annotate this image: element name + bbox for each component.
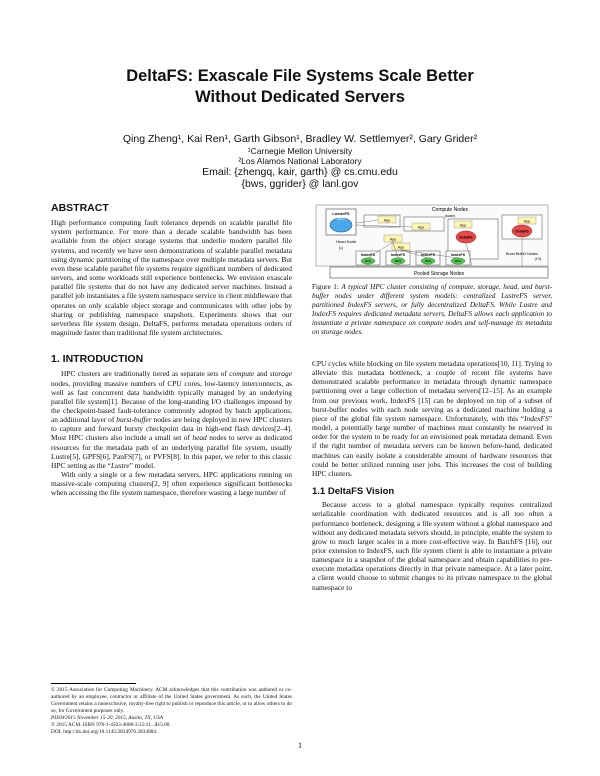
doi-text: DOI: http://dx.doi.org/10.1145/2834976.2834984. [51,729,158,735]
copyright-footnote [51,687,292,736]
left-column [51,204,292,498]
head-scale-label: (1) [338,246,344,250]
isbn-text: © 2015 ACM. ISBN 978-1-4503-4008-3/15/11...$15.00 [51,722,170,728]
affiliation-2: ²Los Alamos National Laboratory [238,155,362,166]
footnote-rule [51,683,136,684]
intro-paragraph-1: HPC clusters are traditionally tiered as separate sets of compute and storage nodes, providing massive numbers of CPU cores, low-latency interconnects, as well as fast concurrent data bandwidth typically managed by an underlying parallel file system[1]. Because of the long-standing I/O challenges imposed by the checkpoint-based fault-tolerance commonly adopted by batch applications, an additional layer of burst-buffer nodes are being deployed in new HPC clusters to capture and forward bursty checkpoint data in high-end flash devices[2–4]. Most HPC clusters also include a small set of head nodes to serve as dedicated resources for the metadata path of an underlying parallel file system, usually Lustre[5], GPFS[6], PanFS[7], or PVFS[8]. In this paper, we refer to this classic HPC setting as the “Lustre” model. [51,369,292,470]
compute-scale-label: (scale) [444,214,456,218]
copyright-text: © 2015 Association for Computing Machinery. ACM acknowledges that this contribution was authored or co-authored by an employee, contractor or affiliate of the United States government. As such, the United States Government retains a nonexclusive, royalty-free right to publish or reproduce this article, or to allow others to do so, for Government purposes only. [51,687,292,714]
indexfs-mds-label-3: MDS [424,259,432,263]
indexfs-mds-label-4: MDS [454,259,462,263]
app-label-5: App [389,237,397,242]
intro-heading: 1. INTRODUCTION [51,353,144,366]
right-column [312,359,552,592]
lustre-mds-label: MDS [337,217,345,221]
app-label-6: App [397,245,405,250]
right-paragraph-1: CPU cycles while blocking on file system metadata operations[10, 11]. Trying to alleviate this metadata bottleneck, a couple of recent file systems have demonstrated scalable performance in metadata through dynamic namespace partitioning over a large collection of metadata servers[12–15]. As an example from our previous work, IndexFS [15] can be deployed on top of a subset of burst-buffer nodes with each node serving as a dedicated machine holding a piece of the global file system namespace. Unfortunately, with this “IndexFS” model, a potentially large number of machines must constantly be reserved in order for the system to be ready for an envisioned peak metadata demand. Even if the right number of metadata servers can be known before-hand, dedicated machines can easily isolate a considerable amount of hardware resources that could be better utilized running user jobs. This increases the cost of building HPC clusters. [312,359,552,478]
author-block [40,133,560,191]
head-node-label: Head Node [336,239,357,244]
indexfs-label-2: IndexFS [391,253,405,257]
burst-scale-label: (1%) [534,257,542,261]
indexfs-mds-label-2: MDS [394,259,402,263]
app-label-3: App [459,223,467,228]
abstract-text: High performance computing fault tolerance depends on scalable parallel file system performance. For more than a decade scalable bandwidth has been available from the object storage systems that underlie modern parallel file systems, and recently we have seen demonstrations of scalable parallel metadata using dynamic partitioning of the namespace over multiple metadata servers. But even these scalable parallel file systems require significant numbers of dedicated servers, and some workloads still experience bottlenecks. We envision exascale parallel file systems that do not have any dedicated server machines. Instead a parallel job instantiates a file system namespace service in client middleware that operates on only scalable object storage and communicates with other jobs by sharing or publishing namespace snapshots. Experiments shows that our serverless file system design, DeltaFS, performs metadata operations orders of magnitude faster than traditional file system architectures. [51,218,292,338]
author-names: Qing Zheng¹, Kai Ren¹, Garth Gibson¹, Bradley W. Settlemyer², Gary Grider² [122,133,478,145]
title-line-2: Without Dedicated Servers [195,88,405,106]
indexfs-label-4: IndexFS [451,253,465,257]
page-number: 1 [298,741,302,750]
venue-text: PDSW2015 November 15-20, 2015, Austin, TX, USA [51,715,164,721]
right-paragraph-2: Because access to a global namespace typically requires centralized serializable coordination with dedicated resources and is all too often a performance bottleneck, designing a file system without a global namespace and without any dedicated metadata servers should, in principle, enable the system to grow to much larger scales in a more cost-effective way. In BatchFS [16], our prior extension to IndexFS, each file system client is able to instantiate a private namespace in a snapshot of the global namespace and obtain capabilities to pre-execute metadata operations directly in that private namespace. At a later point, a client would choose to submit changes to its private namespace to the global namespace to [312,500,552,592]
caption-label: Figure 1: [312,283,339,291]
indexfs-mds-label-1: MDS [364,259,372,263]
compute-nodes-label: Compute Nodes [431,207,469,213]
email-2: {bws, ggrider} @ lanl.gov [241,178,359,190]
pooled-storage-label: Pooled Storage Nodes [413,270,465,277]
intro-paragraph-2: With only a single or a few metadata servers, HPC applications running on massive-scale computing clusters[2, 9] often experience significant bottlenecks when accessing the file system namespace, therefore wasting a large number of [51,470,292,498]
deltafs-label-2: DeltaFS [515,229,529,234]
deltafs-vision-heading: 1.1 DeltaFS Vision [312,486,395,498]
app-label-2: App [417,225,425,230]
figure-1-diagram [312,203,552,281]
figure-1-caption [312,283,552,338]
burst-buffer-label: Burst Buffer Nodes [505,252,539,256]
lustrefs-label: LustreFS [332,211,350,216]
indexfs-label-3: IndexFS [421,253,435,257]
affiliation-1: ¹Carnegie Mellon University [247,145,353,156]
app-label-1: App [383,218,391,223]
email-1: Email: {zhengq, kair, garth} @ cs.cmu.edu [202,165,398,178]
deltafs-label-1: DeltaFS [459,235,473,240]
app-label-4: App [523,219,531,224]
caption-text: A typical HPC cluster consisting of compute, storage, head, and burst-buffer nodes under different system models: centralized LustreFS server, partitioned IndexFS servers, or fully decentralized DeltaFS. While Lustre and IndexFS requires dedicated metadata servers, DeltaFS allows each application to instantiate a private namespace on compute nodes and self-manage its metadata on storage nodes. [312,283,553,337]
paper-title [40,66,560,108]
abstract-heading: ABSTRACT [51,202,109,214]
indexfs-label-1: IndexFS [361,253,375,257]
title-line-1: DeltaFS: Exascale File Systems Scale Better [126,67,474,85]
